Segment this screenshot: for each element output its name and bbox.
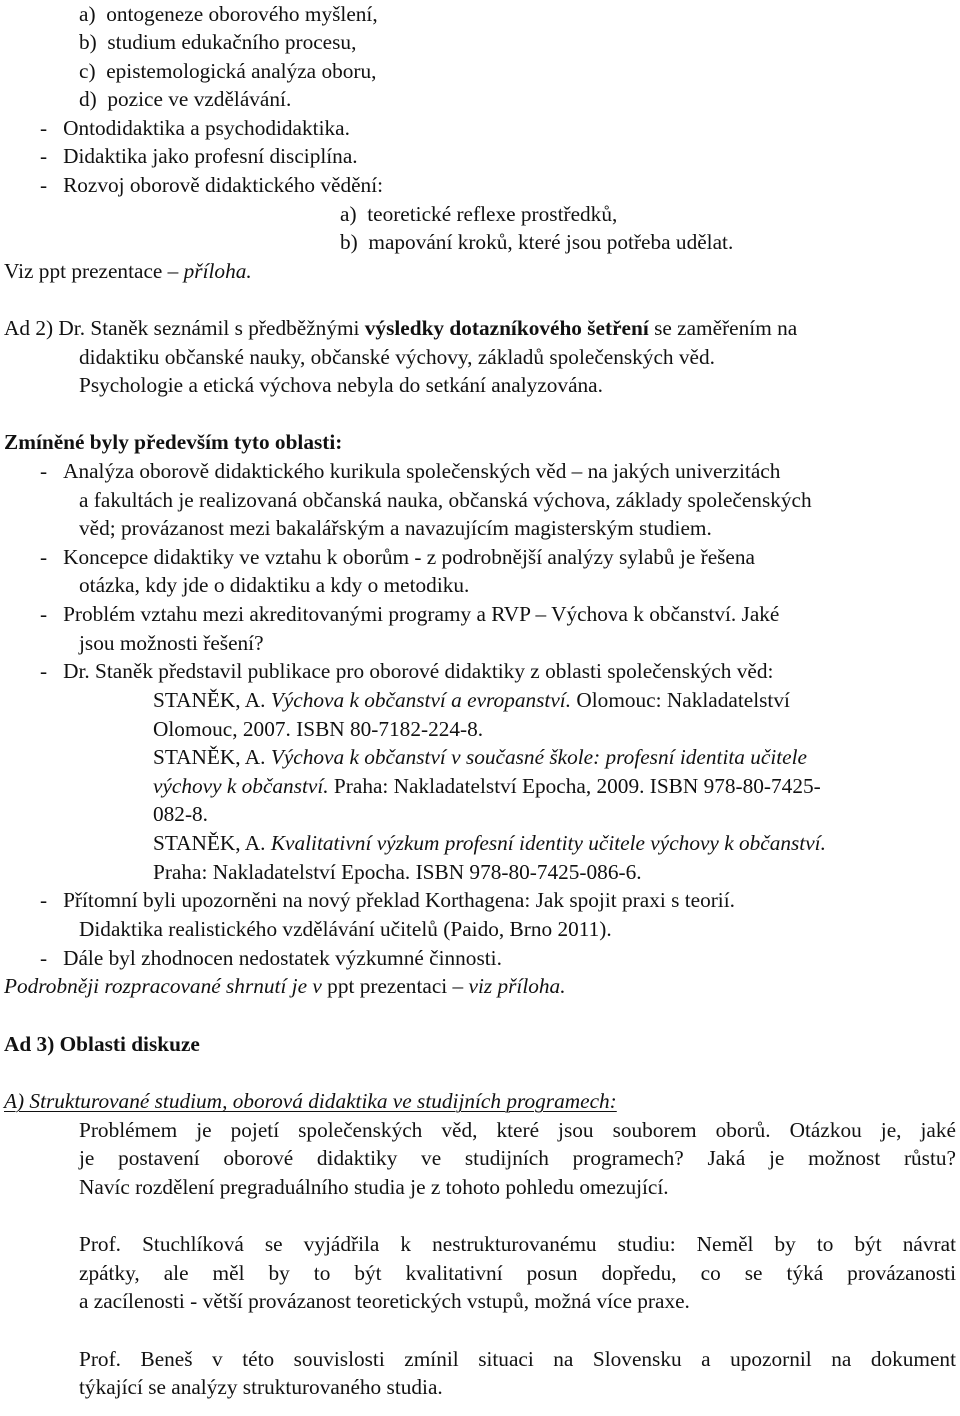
viz-ppt-attachment-link[interactable]: příloha.: [183, 259, 252, 283]
para1-line-1: Problémem je pojetí společenských věd, které jsou souborem oborů. Otázkou je, jaké: [79, 1118, 956, 1142]
para2-line-1: Prof. Stuchlíková se vyjádřila k nestrukturovanému studiu: Neměl by to být návrat: [79, 1232, 956, 1256]
publication-2-line-2: [153, 776, 821, 797]
dash-item-profesni: - Didaktika jako profesní disciplína.: [40, 144, 358, 168]
ad2-line-2: didaktiku občanské nauky, občanské výchovy, základů společenských věd.: [79, 345, 715, 369]
ad2-rest: se zaměřením na: [648, 316, 798, 340]
analyza-line-2: a fakultách je realizovaná občanská nauka, občanská výchova, základy společenských: [79, 488, 812, 512]
summary-line: [4, 976, 566, 997]
para1-line-2: je postavení oborové didaktiky ve studijních programech? Jaká je možnost růstu?: [79, 1146, 956, 1170]
viz-ppt-line: [4, 261, 252, 282]
publication-2-title-1: Výchova k občanství v současné škole: profesní identita učitele: [270, 745, 808, 769]
publication-3-title: Kvalitativní výzkum profesní identity učitele výchovy k občanství.: [270, 831, 826, 855]
publikace-intro: - Dr. Staněk představil publikace pro oborové didaktiky z oblasti společenských věd:: [40, 659, 774, 683]
list-item-d: d) pozice ve vzdělávání.: [79, 87, 292, 111]
list-item-a: a) ontogeneze oborového myšlení,: [79, 2, 378, 26]
pritomni-line-2: Didaktika realistického vzdělávání učitelů (Paido, Brno 2011).: [79, 917, 612, 941]
summary-italic: Podrobněji rozpracované shrnutí je v: [4, 974, 322, 998]
publication-2-line-1: [153, 747, 807, 768]
para3-line-1: Prof. Beneš v této souvislosti zmínil situaci na Slovensku a upozornil na dokument: [79, 1347, 956, 1371]
pritomni-line-1: - Přítomní byli upozorněni na nový překlad Korthagena: Jak spojit praxi s teorií.: [40, 888, 735, 912]
list-item-c: c) epistemologická analýza oboru,: [79, 59, 377, 83]
ad2-bold-results: výsledky dotazníkového šetření: [364, 316, 649, 340]
publication-3-author: STANĚK, A.: [153, 831, 271, 855]
ad2-line-3: Psychologie a etická výchova nebyla do setkání analyzována.: [79, 373, 603, 397]
analyza-line-3: věd; provázanost mezi bakalářským a navazujícím magisterským studiem.: [79, 516, 712, 540]
koncepce-line-2: otázka, kdy jde o didaktiku a kdy o metodiku.: [79, 573, 470, 597]
koncepce-line-1: - Koncepce didaktiky ve vztahu k oborům - z podrobnější analýzy sylabů je řešena: [40, 545, 755, 569]
problem-line-2: jsou možnosti řešení?: [79, 631, 264, 655]
section-a-heading: A) Strukturované studium, oborová didaktika ve studijních programech:: [4, 1089, 617, 1113]
analyza-line-1: - Analýza oborově didaktického kurikula společenských věd – na jakých univerzitách: [40, 459, 781, 483]
publication-1-publisher: Olomouc: Nakladatelství: [571, 688, 790, 712]
publication-2-publisher: Praha: Nakladatelství Epocha, 2009. ISBN 978-80-7425-: [328, 774, 821, 798]
para3-line-2: týkající se analýzy strukturovaného studia.: [79, 1375, 443, 1399]
publication-1-author: STANĚK, A.: [153, 688, 271, 712]
publication-1-title: Výchova k občanství a evropanství.: [270, 688, 572, 712]
dale-line: - Dále byl zhodnocen nedostatek výzkumné činnosti.: [40, 946, 502, 970]
publication-3-line-1: [153, 833, 826, 854]
ad3-heading: Ad 3) Oblasti diskuze: [4, 1032, 200, 1056]
zminene-heading: Zmíněné byly především tyto oblasti:: [4, 430, 343, 454]
sub-list-item-b: b) mapování kroků, které jsou potřeba udělat.: [340, 230, 734, 254]
ad2-intro: Ad 2) Dr. Staněk seznámil s předběžnými: [4, 316, 365, 340]
viz-ppt-text: Viz ppt prezentace –: [4, 259, 184, 283]
publication-2-author: STANĚK, A.: [153, 745, 271, 769]
sub-list-item-a: a) teoretické reflexe prostředků,: [340, 202, 618, 226]
para2-line-2: zpátky, ale měl by to být kvalitativní posun dopředu, co se týká provázanosti: [79, 1261, 956, 1285]
dash-item-ontodidaktika: - Ontodidaktika a psychodidaktika.: [40, 116, 350, 140]
para1-line-3: Navíc rozdělení pregraduálního studia je z tohoto pohledu omezující.: [79, 1175, 669, 1199]
problem-line-1: - Problém vztahu mezi akreditovanými programy a RVP – Výchova k občanství. Jaké: [40, 602, 780, 626]
publication-3-line-2: Praha: Nakladatelství Epocha. ISBN 978-80-7425-086-6.: [153, 860, 642, 884]
para2-line-3: a zacílenosti - větší provázanost teoretických vstupů, možná více praxe.: [79, 1289, 690, 1313]
summary-plain: ppt prezentaci –: [321, 974, 469, 998]
publication-1-line-2: Olomouc, 2007. ISBN 80-7182-224-8.: [153, 717, 484, 741]
publication-1-line-1: [153, 690, 790, 711]
ad2-line-1: [4, 318, 797, 339]
list-item-b: b) studium edukačního procesu,: [79, 30, 357, 54]
dash-item-rozvoj: - Rozvoj oborově didaktického vědění:: [40, 173, 384, 197]
summary-attachment-link[interactable]: viz příloha.: [468, 974, 566, 998]
publication-2-title-2: výchovy k občanství.: [153, 774, 329, 798]
publication-2-line-3: 082-8.: [153, 802, 209, 826]
